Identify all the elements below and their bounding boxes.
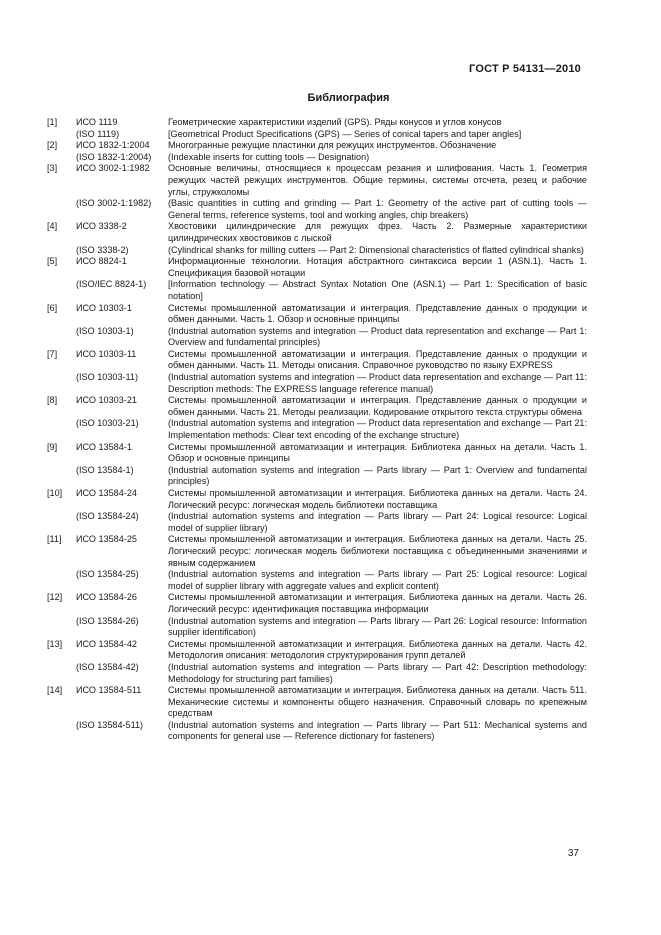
entry-title: [Geometrical Product Specifications (GPS) — Series of conical tapers and taper angles] bbox=[168, 128, 522, 139]
standard-code: (ISO 1832-1:2004) bbox=[76, 151, 152, 162]
standard-code: (ISO/IEC 8824-1) bbox=[76, 279, 147, 290]
entry-number bbox=[47, 198, 76, 221]
bibliography-entry bbox=[47, 511, 587, 534]
entry-title: Системы промышленной автоматизации и интеграция. Представление данных о продукции и обмен данными. Часть 1. Обзор и основные принципы bbox=[168, 302, 587, 325]
entry-number bbox=[47, 129, 76, 141]
page-title: Библиография bbox=[307, 92, 390, 104]
standard-code: ИСО 3338-2 bbox=[76, 221, 127, 232]
bibliography-entry bbox=[47, 129, 587, 141]
bibliography-entry bbox=[47, 442, 587, 465]
entry-title: (Industrial automation systems and integration — Parts library — Part 42: Description methodology: Methodology for structuring part families) bbox=[168, 661, 587, 684]
standard-code: ИСО 3002-1:1982 bbox=[76, 163, 150, 174]
bibliography-entry bbox=[47, 488, 587, 511]
bibliography-entry bbox=[47, 303, 587, 326]
entry-number: [10] bbox=[47, 488, 63, 498]
entry-title: (Industrial automation systems and integration — Product data representation and exchange — Part 1: Overview and fundamental principles) bbox=[168, 325, 587, 348]
entry-title: Системы промышленной автоматизации и интеграция. Библиотека данных на детали. Часть 25. Логический ресурс: логическая модель библиотеки поставщика с объединенными значениями и явным содержанием bbox=[168, 534, 587, 568]
entry-number bbox=[47, 326, 76, 349]
entry-number: [9] bbox=[47, 441, 58, 452]
bibliography-entry bbox=[47, 465, 587, 488]
standard-code: ИСО 10303-21 bbox=[76, 395, 137, 406]
entry-number bbox=[47, 152, 76, 164]
standard-code: ИСО 10303-1 bbox=[76, 302, 132, 313]
standard-code: (ISO 10303-1) bbox=[76, 325, 134, 336]
page-number: 37 bbox=[567, 848, 579, 859]
entry-title: Системы промышленной автоматизации и интеграция. Библиотека данных на детали. Часть 24. Логический ресурс: логическая модель библиотеки поставщика bbox=[168, 488, 587, 510]
entry-number: [6] bbox=[47, 302, 58, 313]
bibliography-entry bbox=[47, 662, 587, 685]
entry-title: (Industrial automation systems and integration — Product data representation and exchange — Part 21: Implementation methods: Clear text encoding of the exchange structure) bbox=[168, 418, 587, 441]
bibliography-entry bbox=[47, 198, 587, 221]
standard-code: ИСО 1119 bbox=[76, 117, 118, 127]
standard-code: (ISO 13584-511) bbox=[76, 719, 144, 730]
bibliography-entry bbox=[47, 140, 587, 152]
bibliography-entry bbox=[47, 279, 587, 302]
standard-code: (ISO 13584-26) bbox=[76, 615, 139, 626]
entry-title: Системы промышленной автоматизации и интеграция. Библиотека данных на детали. Часть 511. Механические системы и компоненты общего назначения. Справочный словарь по крепежным средствам bbox=[168, 685, 587, 719]
bibliography-list bbox=[47, 117, 587, 743]
entry-number bbox=[47, 720, 76, 743]
bibliography-entry bbox=[47, 256, 587, 279]
bibliography-entry bbox=[47, 395, 587, 418]
entry-title: (Industrial automation systems and integration — Parts library — Part 1: Overview and fundamental principles) bbox=[168, 464, 587, 487]
entry-number bbox=[47, 662, 76, 685]
bibliography-entry bbox=[47, 349, 587, 372]
standard-code: ИСО 13584-26 bbox=[76, 592, 137, 603]
entry-number bbox=[47, 465, 76, 488]
standard-code: (ISO 13584-25) bbox=[76, 569, 139, 580]
entry-number bbox=[47, 418, 76, 441]
entry-number bbox=[47, 372, 76, 395]
entry-title: Системы промышленной автоматизации и интеграция. Представление данных о продукции и обмен данными. Часть 21. Методы реализации. Кодирование открытого текста структуры обмена bbox=[168, 395, 587, 417]
standard-code: ИСО 13584-25 bbox=[76, 534, 137, 545]
entry-title: (Industrial automation systems and integration — Parts library — Part 24: Logical resource: Logical model of supplier library) bbox=[168, 511, 587, 533]
bibliography-entry bbox=[47, 534, 587, 569]
bibliography-entry bbox=[47, 592, 587, 615]
entry-title: (Basic quantities in cutting and grinding — Part 1: Geometry of the active part of cutting tools — General terms, reference systems, tool and working angles, chip breakers) bbox=[168, 198, 587, 220]
entry-title: (Industrial automation systems and integration — Parts library — Part 26: Logical resource: Information supplier identification) bbox=[168, 615, 587, 638]
entry-title: (Industrial automation systems and integration — Parts library — Part 25: Logical resource: Logical model of supplier library with aggregate values and explicit content) bbox=[168, 569, 587, 591]
entry-number: [11] bbox=[47, 534, 62, 545]
entry-number bbox=[47, 616, 76, 639]
entry-title: Основные величины, относящиеся к процессам резания и шлифования. Часть 1. Геометрия режущих частей режущих инструментов. Общие термины, системы отсчета, резец и рабочие углы, стружколомы bbox=[168, 163, 587, 197]
standard-code: (ISO 13584-24) bbox=[76, 511, 139, 522]
standard-code: (ISO 3338-2) bbox=[76, 244, 129, 255]
entry-title: Системы промышленной автоматизации и интеграция. Библиотека данных на детали. Часть 42. Методология описания: методология структурирования групп деталей bbox=[168, 638, 587, 661]
entry-number: [8] bbox=[47, 395, 58, 406]
entry-title: Информационные технологии. Нотация абстрактного синтаксиса версии 1 (ASN.1). Часть 1. Спецификация базовой нотации bbox=[168, 256, 587, 278]
entry-number: [2] bbox=[47, 140, 58, 151]
entry-title: (Industrial automation systems and integration — Product data representation and exchange — Part 11: Description methods: The EXPRESS language reference manual) bbox=[168, 372, 587, 394]
standard-code: ИСО 13584-511 bbox=[76, 685, 142, 696]
bibliography-entry bbox=[47, 720, 587, 743]
standard-code: ИСО 8824-1 bbox=[76, 256, 127, 267]
entry-title: Системы промышленной автоматизации и интеграция. Библиотека данных на детали. Часть 1. Обзор и основные принципы bbox=[168, 441, 587, 464]
entry-title: (Cylindrical shanks for milling cutters — Part 2: Dimensional characteristics of flatted cylindrical shanks) bbox=[168, 244, 584, 255]
standard-code: (ISO 3002-1:1982) bbox=[76, 198, 152, 209]
entry-title: Системы промышленной автоматизации и интеграция. Библиотека данных на детали. Часть 26. Логический ресурс: идентификация поставщика информации bbox=[168, 592, 587, 614]
standard-code: (ISO 10303-21) bbox=[76, 418, 139, 429]
entry-number: [3] bbox=[47, 163, 58, 174]
bibliography-entry bbox=[47, 117, 587, 129]
entry-number bbox=[47, 245, 76, 257]
standard-code: (ISO 13584-42) bbox=[76, 661, 139, 672]
entry-title: Геометрические характеристики изделий (GPS). Ряды конусов и углов конусов bbox=[168, 117, 502, 127]
standard-code: ИСО 13584-24 bbox=[76, 488, 137, 498]
bibliography-entry bbox=[47, 326, 587, 349]
bibliography-entry bbox=[47, 221, 587, 244]
standard-code: ИСО 10303-11 bbox=[76, 348, 137, 359]
standard-code: ИСО 13584-1 bbox=[76, 441, 132, 452]
entry-title: Многогранные режущие пластинки для режущих инструментов. Обозначение bbox=[168, 140, 497, 151]
entry-number bbox=[47, 569, 76, 592]
entry-number: [5] bbox=[47, 256, 58, 267]
entry-title: Системы промышленной автоматизации и интеграция. Представление данных о продукции и обмен данными. Часть 11. Методы описания. Справочное руководство по языку EXPRESS bbox=[168, 348, 587, 371]
bibliography-entry bbox=[47, 685, 587, 720]
entry-number: [1] bbox=[47, 117, 58, 127]
entry-title: (Industrial automation systems and integration — Parts library — Part 511: Mechanical systems and components for general use — Reference dictionary for fasteners) bbox=[168, 719, 587, 742]
entry-number: [12] bbox=[47, 592, 63, 603]
bibliography-entry bbox=[47, 372, 587, 395]
standard-code: (ISO 1119) bbox=[76, 128, 120, 139]
bibliography-entry bbox=[47, 569, 587, 592]
bibliography-entry bbox=[47, 616, 587, 639]
entry-number: [13] bbox=[47, 638, 63, 649]
entry-title: Хвостовики цилиндрические для режущих фрез. Часть 2. Размерные характеристики цилиндрических хвостовиков с лыской bbox=[168, 221, 587, 243]
entry-number: [7] bbox=[47, 348, 58, 359]
entry-number: [4] bbox=[47, 221, 58, 232]
standard-code: ИСО 13584-42 bbox=[76, 638, 137, 649]
document-code: ГОСТ Р 54131—2010 bbox=[469, 63, 581, 75]
standard-code: (ISO 13584-1) bbox=[76, 464, 134, 475]
entry-number bbox=[47, 511, 76, 534]
entry-title: [Information technology — Abstract Syntax Notation One (ASN.1) — Part 1: Specification of basic notation] bbox=[168, 279, 587, 301]
bibliography-entry bbox=[47, 163, 587, 198]
bibliography-entry bbox=[47, 418, 587, 441]
standard-code: (ISO 10303-11) bbox=[76, 372, 139, 383]
entry-number bbox=[47, 279, 76, 302]
bibliography-entry bbox=[47, 639, 587, 662]
entry-number: [14] bbox=[47, 685, 63, 696]
standard-code: ИСО 1832-1:2004 bbox=[76, 140, 150, 151]
bibliography-entry bbox=[47, 152, 587, 164]
entry-title: (Indexable inserts for cutting tools — Designation) bbox=[168, 151, 370, 162]
bibliography-entry bbox=[47, 245, 587, 257]
